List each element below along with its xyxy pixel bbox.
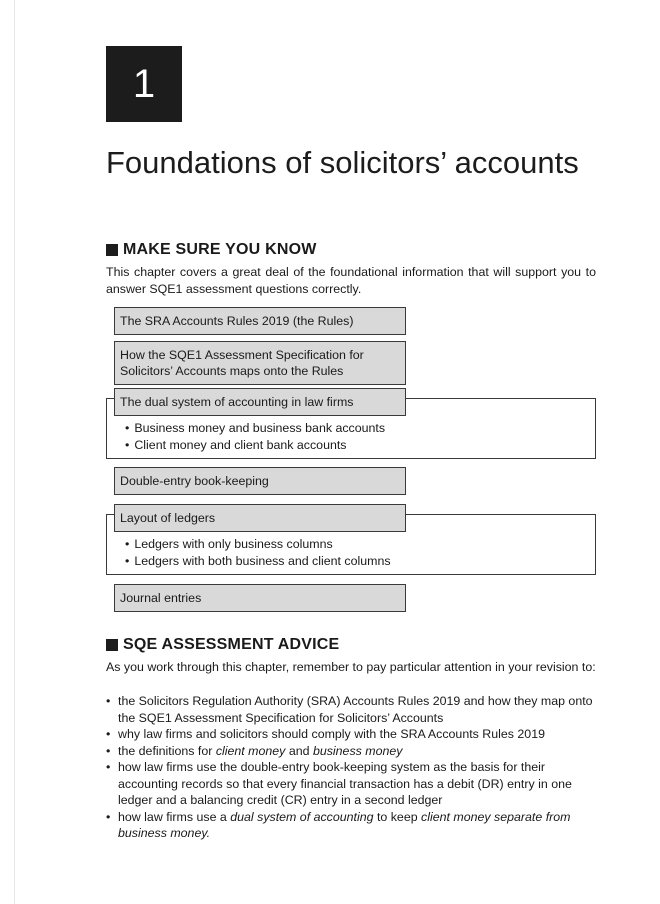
topic-bullets — [107, 536, 595, 569]
make-sure-heading — [106, 241, 317, 259]
topic-box-ledgers — [114, 504, 406, 532]
page-edge — [14, 0, 15, 904]
heading-square-icon — [106, 244, 118, 256]
item-text: the Solicitors Regulation Authority (SRA) Accounts Rules 2019 and how they map onto the SQE1 Assessment Specification for Solicitors’ Accounts — [118, 694, 593, 725]
list-item: • Ledgers with only business columns — [125, 536, 595, 553]
advice-heading — [106, 636, 339, 654]
list-item: • Business money and business bank accounts — [125, 420, 595, 437]
topic-label: The dual system of accounting in law firms — [120, 395, 354, 409]
item-text: and — [285, 743, 313, 758]
topic-box-assessment-spec — [114, 341, 406, 385]
item-text: to keep — [373, 809, 422, 824]
topic-label: How the SQE1 Assessment Specification for Solicitors’ Accounts maps onto the Rules — [120, 348, 364, 378]
make-sure-intro: This chapter covers a great deal of the foundational information that will support you to answer SQE1 assessment questions correctly. — [106, 265, 596, 296]
list-item: • Ledgers with both business and client columns — [125, 553, 595, 570]
item-text: how law firms use a — [118, 809, 231, 824]
chapter-number: 1 — [132, 62, 156, 106]
item-text: how law firms use the double-entry book-keeping system as the basis for their accounting records so that every financial transaction has a debit (DR) entry in one ledger and a balancing credit (CR) entry in a second ledger — [118, 760, 572, 807]
list-item — [106, 693, 596, 726]
item-text: the definitions for — [118, 743, 216, 758]
topic-bullets — [107, 420, 595, 453]
list-item — [106, 809, 596, 842]
item-emphasis: client money — [215, 743, 286, 758]
advice-list — [106, 693, 596, 842]
chapter-number-box — [106, 46, 182, 122]
topic-label: The SRA Accounts Rules 2019 (the Rules) — [120, 314, 354, 328]
heading-square-icon — [106, 639, 118, 651]
topic-box-sra-rules — [114, 307, 406, 335]
make-sure-heading-text: MAKE SURE YOU KNOW — [123, 241, 317, 258]
list-item — [106, 726, 596, 743]
list-item: • Client money and client bank accounts — [125, 437, 595, 454]
list-item — [106, 759, 596, 809]
item-emphasis: client money separate from business money. — [118, 809, 571, 840]
topic-box-journal — [114, 584, 406, 612]
list-item — [106, 743, 596, 760]
advice-intro: As you work through this chapter, remember to pay particular attention in your revision to: — [106, 660, 596, 674]
topic-label: Double-entry book-keeping — [120, 474, 269, 488]
chapter-title: Foundations of solicitors’ accounts — [106, 145, 579, 180]
topic-label: Journal entries — [120, 591, 202, 605]
topic-box-dual-system — [114, 388, 406, 416]
item-emphasis: dual system of accounting — [230, 809, 374, 824]
topic-box-double-entry — [114, 467, 406, 495]
item-emphasis: business money — [312, 743, 403, 758]
advice-heading-text: SQE ASSESSMENT ADVICE — [123, 636, 340, 653]
item-text: why law firms and solicitors should comply with the SRA Accounts Rules 2019 — [118, 727, 545, 741]
topic-label: Layout of ledgers — [120, 511, 216, 525]
